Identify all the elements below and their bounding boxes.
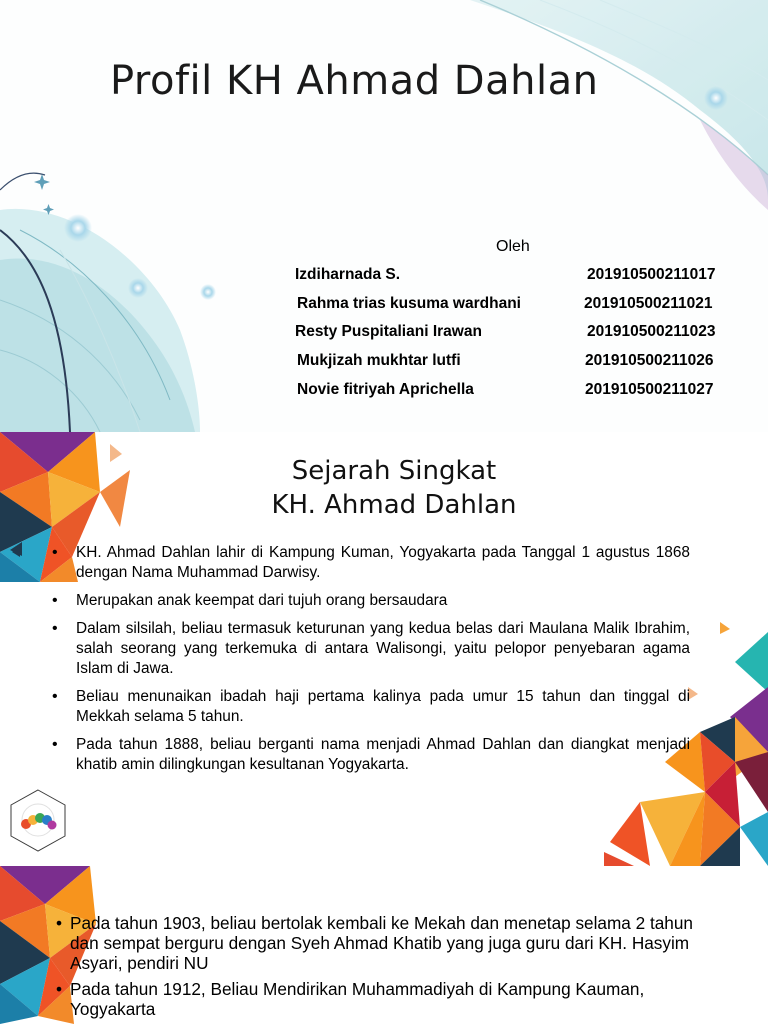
- sparkle-decoration: [34, 174, 54, 215]
- slide-lanjutan: [0, 866, 768, 1024]
- feather-left: [0, 209, 200, 432]
- title-line: Sejarah Singkat: [291, 456, 497, 486]
- author-label: Oleh: [496, 238, 530, 255]
- logo-icon: [11, 790, 65, 851]
- member-id: 201910500211027: [585, 381, 714, 398]
- list-item: • Pada tahun 1903, beliau bertolak kembali ke Mekah dan menetap selama 2 tahun dan sempat berguru dengan Syeh Ahmad Khatib yang juga guru dari KH. Hasyim Asyari, pendiri NU: [56, 913, 716, 973]
- slide-profil: [0, 0, 768, 432]
- list-item: • Merupakan anak keempat dari tujuh orang bersaudara: [52, 591, 690, 611]
- list-item: • Pada tahun 1888, beliau berganti nama menjadi Ahmad Dahlan dan diangkat menjadi khatib amin dilingkungan kesultanan Yogyakarta.: [52, 735, 690, 775]
- member-id: 201910500211017: [587, 266, 716, 283]
- member-id: 201910500211021: [584, 295, 713, 312]
- member-name: Mukjizah mukhtar lutfi: [297, 352, 461, 369]
- member-id: 201910500211026: [585, 352, 714, 369]
- list-item: • Beliau menunaikan ibadah haji pertama kalinya pada umur 15 tahun dan tinggal di Mekkah selama 5 tahun.: [52, 687, 690, 727]
- list-item: • Dalam silsilah, beliau termasuk keturunan yang kedua belas dari Maulana Malik Ibrahim, salah seorang yang terkemuka di antara Walisongi, yaitu pelopor penyebaran agama Islam di Jawa.: [52, 619, 690, 679]
- bullet-list: [56, 913, 716, 1024]
- list-item: • Pada tahun 1912, Beliau Mendirikan Muhammadiyah di Kampung Kauman, Yogyakarta: [56, 979, 716, 1019]
- member-id: 201910500211023: [587, 323, 716, 340]
- title-line: KH. Ahmad Dahlan: [271, 490, 517, 520]
- slide-sejarah: [0, 432, 768, 866]
- slide-title: [0, 454, 768, 522]
- bullet-list: [52, 543, 690, 783]
- member-name: Novie fitriyah Aprichella: [297, 381, 474, 398]
- list-item: • KH. Ahmad Dahlan lahir di Kampung Kuman, Yogyakarta pada Tanggal 1 agustus 1868 dengan Nama Muhammad Darwisy.: [52, 543, 690, 583]
- member-name: Izdiharnada S.: [295, 266, 401, 283]
- member-name: Resty Puspitaliani Irawan: [295, 323, 482, 340]
- slide-title: Profil KH Ahmad Dahlan: [110, 58, 599, 104]
- member-name: Rahma trias kusuma wardhani: [297, 295, 521, 312]
